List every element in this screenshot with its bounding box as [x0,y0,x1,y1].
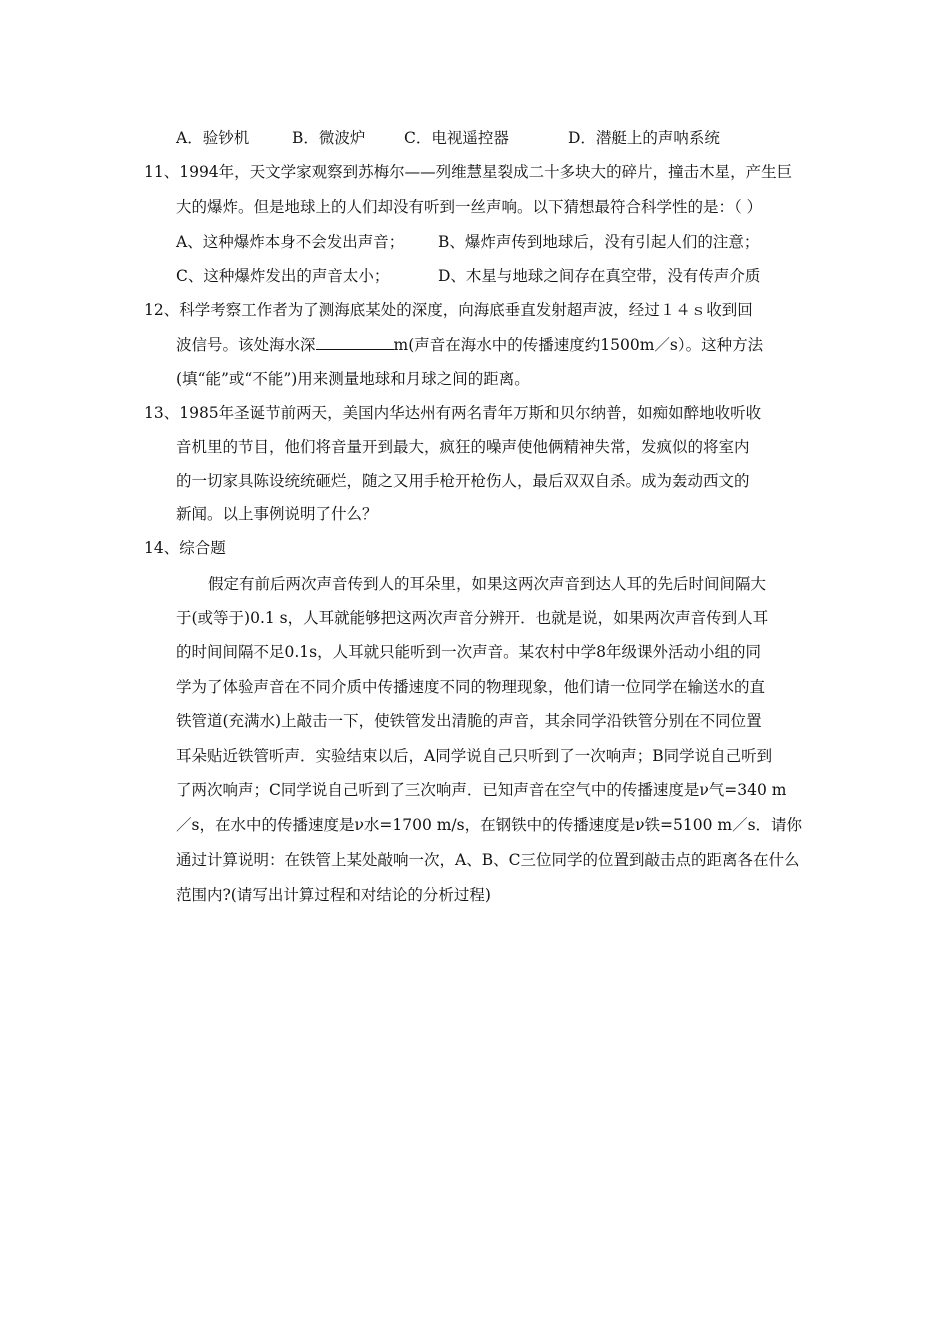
q10-option-b: B．微波炉 [292,129,366,147]
q14-body-line: 了两次响声；C同学说自己听到了三次响声．已知声音在空气中的传播速度是ν气=340 m [176,781,787,799]
q13-stem-line4: 新闻。以上事例说明了什么？ [176,505,378,523]
q11-option-b: B、爆炸声传到地球后，没有引起人们的注意； [438,233,760,251]
q14-body-line: 范围内?(请写出计算过程和对结论的分析过程) [176,886,491,904]
q11-option-c: C、这种爆炸发出的声音太小； [176,267,390,285]
q13-stem-line3: 的一切家具陈设统统砸烂，随之又用手枪开枪伤人，最后双双自杀。成为轰动西文的 [176,472,750,490]
q11-options-row2 [176,265,760,287]
q14-body-line: ／s，在水中的传播速度是ν水=1700 m/s，在钢铁中的传播速度是ν铁=5100 m／s．请你 [176,816,803,834]
q12-stem-line3: (填“能”或“不能”)用来测量地球和月球之间的距离。 [176,370,530,388]
q12-answer-blank[interactable] [316,333,394,350]
q14-body-line: 于(或等于)0.1 s，人耳就能够把这两次声音分辨开．也就是说，如果两次声音传到人耳 [176,609,769,627]
q10-option-d: D．潜艇上的声呐系统 [568,129,720,147]
q11-options-row1 [176,231,759,253]
q11-stem-line2: 大的爆炸。但是地球上的人们却没有听到一丝声响。以下猜想最符合科学性的是：（ ） [176,198,763,216]
q13-stem-line1: 13、1985年圣诞节前两天，美国内华达州有两名青年万斯和贝尔纳普，如痴如醉地收听收 [144,404,762,422]
q12-stem-line2 [176,333,763,356]
q14-body-line: 通过计算说明：在铁管上某处敲响一次，A、B、C三位同学的位置到敲击点的距离各在什么 [176,851,800,869]
q14-body-line: 假定有前后两次声音传到人的耳朵里，如果这两次声音到达人耳的先后时间间隔大 [208,575,767,593]
q13-stem-line2: 音机里的节目，他们将音量开到最大，疯狂的噪声使他俩精神失常，发疯似的将室内 [176,438,750,456]
q14-body-line: 学为了体验声音在不同介质中传播速度不同的物理现象，他们请一位同学在输送水的直 [176,678,766,696]
q14-body-line: 耳朵贴近铁管听声．实验结束以后，A同学说自己只听到了一次响声；B同学说自己听到 [176,747,773,765]
q14-body-line: 铁管道(充满水)上敲击一下，使铁管发出清脆的声音，其余同学沿铁管分别在不同位置 [176,712,762,730]
q10-option-c: C．电视遥控器 [404,129,509,147]
q10-option-a: A．验钞机 [176,129,250,147]
q12-stem-line1: 12、科学考察工作者为了测海底某处的深度，向海底垂直发射超声波，经过１４ｓ收到回 [144,301,753,319]
q12-stem-line2-start: 波信号。该处海水深 [176,336,316,354]
q11-stem-line1: 11、1994年，天文学家观察到苏梅尔——列维慧星裂成二十多块大的碎片，撞击木星，产生巨 [144,163,793,181]
q11-option-d: D、木星与地球之间存在真空带，没有传声介质 [438,267,761,285]
q12-stem-line2-end: m(声音在海水中的传播速度约1500m／s）。这种方法 [393,336,764,354]
q14-body-line: 的时间间隔不足0.1s，人耳就只能听到一次声音。某农村中学8年级课外活动小组的同 [176,643,761,661]
q10-options [176,127,720,149]
q11-option-a: A、这种爆炸本身不会发出声音； [176,233,405,251]
q14-title: 14、综合题 [144,539,226,557]
